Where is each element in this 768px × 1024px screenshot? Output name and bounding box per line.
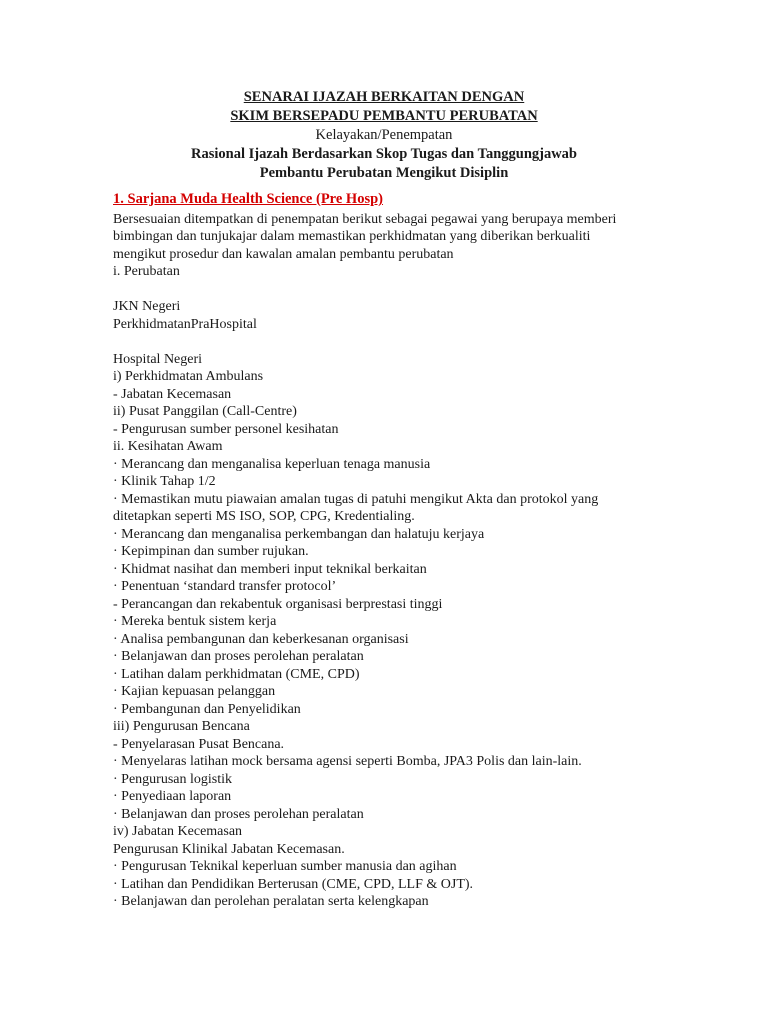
text-line: · Menyelaras latihan mock bersama agensi seperti Bomba, JPA3 Polis dan lain-lain. bbox=[113, 754, 582, 769]
text-line: · Belanjawan dan perolehan peralatan serta kelengkapan bbox=[113, 894, 429, 909]
blank-line bbox=[113, 333, 673, 351]
text-line: · Latihan dalam perkhidmatan (CME, CPD) bbox=[113, 666, 360, 682]
text-line: i) Perkhidmatan Ambulans bbox=[113, 369, 264, 384]
text-line: · Khidmat nasihat dan memberi input teknikal berkaitan bbox=[113, 561, 427, 577]
text-line: · Kajian kepuasan pelanggan bbox=[113, 684, 276, 699]
text-line: · Penyediaan laporan bbox=[113, 789, 232, 804]
text-line: · Mereka bentuk sistem kerja bbox=[113, 614, 277, 629]
text-line: iv) Jabatan Kecemasan bbox=[113, 824, 243, 839]
text-line: bimbingan dan tunjukajar dalam memastikan perkhidmatan yang diberikan berkualiti bbox=[113, 229, 591, 244]
text-line: · Latihan dan Pendidikan Berterusan (CME, CPD, LLF & OJT). bbox=[113, 876, 474, 892]
text-line: · Memastikan mutu piawaian amalan tugas di patuhi mengikut Akta dan protokol yang bbox=[113, 491, 599, 507]
text-line: Bersesuaian ditempatkan di penempatan berikut sebagai pegawai yang berupaya memberi bbox=[113, 211, 617, 227]
text-line: · Pengurusan logistik bbox=[113, 771, 232, 787]
text-line: PerkhidmatanPraHospital bbox=[113, 316, 257, 332]
text-line: · Merancang dan menganalisa perkembangan dan halatuju kerjaya bbox=[113, 526, 485, 542]
text-line: · Belanjawan dan proses perolehan peralatan bbox=[113, 649, 364, 664]
text-line: - Pengurusan sumber personel kesihatan bbox=[113, 421, 339, 437]
text-line: · Merancang dan menganalisa keperluan tenaga manusia bbox=[113, 456, 431, 472]
text-line: · Pembangunan dan Penyelidikan bbox=[113, 701, 301, 717]
text-line: ii) Pusat Panggilan (Call-Centre) bbox=[113, 404, 297, 419]
text-line: JKN Negeri bbox=[113, 299, 181, 314]
text-line: - Jabatan Kecemasan bbox=[113, 386, 232, 402]
title-line-4: Rasional Ijazah Berdasarkan Skop Tugas dan Tanggungjawab bbox=[190, 146, 577, 162]
text-line: - Perancangan dan rekabentuk organisasi berprestasi tinggi bbox=[113, 596, 443, 612]
title-line-3: Kelayakan/Penempatan bbox=[315, 127, 453, 143]
text-line: · Pengurusan Teknikal keperluan sumber manusia dan agihan bbox=[113, 859, 457, 874]
text-line: ditetapkan seperti MS ISO, SOP, CPG, Kredentialing. bbox=[113, 509, 415, 524]
text-line: · Penentuan ‘standard transfer protocol’ bbox=[113, 579, 337, 594]
text-line: ii. Kesihatan Awam bbox=[113, 439, 223, 454]
text-line: · Klinik Tahap 1/2 bbox=[113, 474, 216, 489]
document-body bbox=[113, 191, 673, 911]
title-line-5: Pembantu Perubatan Mengikut Disiplin bbox=[259, 165, 509, 181]
section-heading: 1. Sarjana Muda Health Science (Pre Hosp) bbox=[113, 191, 383, 207]
title-line-2: SKIM BERSEPADU PEMBANTU PERUBATAN bbox=[230, 108, 538, 124]
text-line: - Penyelarasan Pusat Bencana. bbox=[113, 736, 285, 752]
text-line: iii) Pengurusan Bencana bbox=[113, 719, 250, 734]
text-line: · Belanjawan dan proses perolehan peralatan bbox=[113, 806, 364, 822]
title-line-1: SENARAI IJAZAH BERKAITAN DENGAN bbox=[243, 89, 525, 105]
document-title bbox=[0, 88, 768, 183]
text-line: Hospital Negeri bbox=[113, 351, 203, 367]
text-line: mengikut prosedur dan kawalan amalan pembantu perubatan bbox=[113, 246, 454, 262]
text-line: i. Perubatan bbox=[113, 264, 180, 279]
text-line: · Analisa pembangunan dan keberkesanan organisasi bbox=[113, 631, 409, 647]
text-line: · Kepimpinan dan sumber rujukan. bbox=[113, 544, 309, 559]
text-line: Pengurusan Klinikal Jabatan Kecemasan. bbox=[113, 841, 345, 857]
blank-line bbox=[113, 281, 673, 299]
